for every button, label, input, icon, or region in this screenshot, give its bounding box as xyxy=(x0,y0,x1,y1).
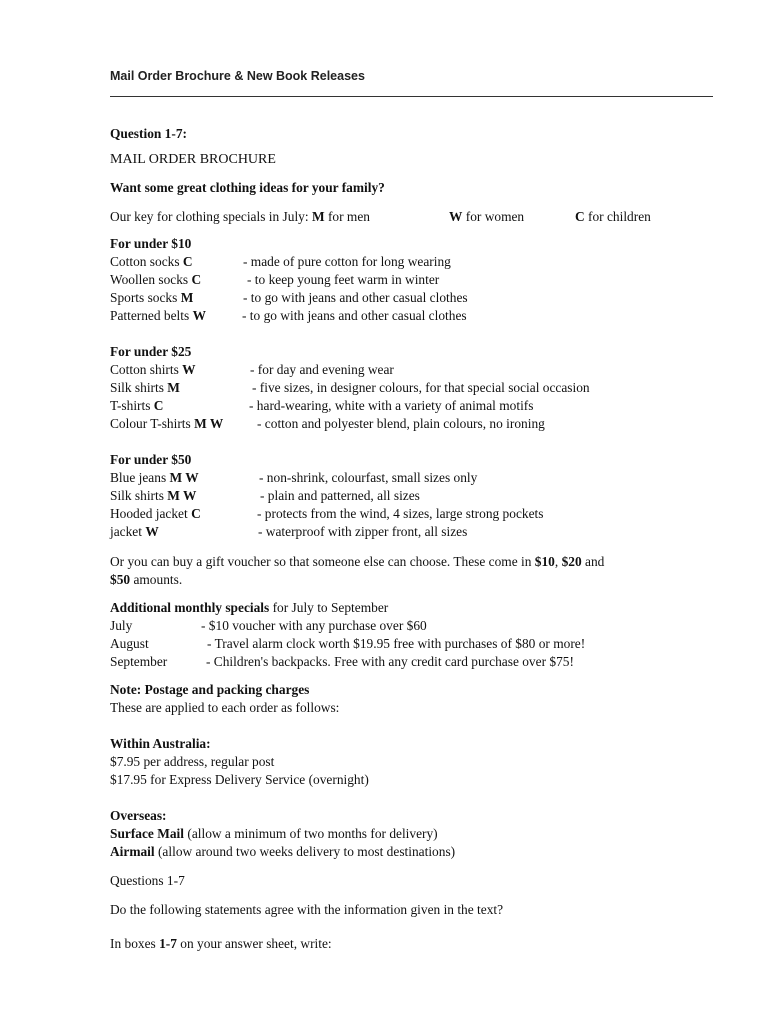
key-men-text: for men xyxy=(324,209,370,224)
list-item xyxy=(110,379,180,397)
item-code: W xyxy=(182,362,196,377)
postage-heading: Note: Postage and packing charges xyxy=(110,682,310,697)
item-name: Cotton shirts xyxy=(110,362,183,377)
question-heading: Question 1-7: xyxy=(110,126,187,141)
under25-heading: For under $25 xyxy=(110,344,192,359)
item-name: T-shirts xyxy=(110,398,154,413)
key-lead: Our key for clothing specials in July: xyxy=(110,209,312,224)
item-code: C xyxy=(191,272,202,287)
document-header: Mail Order Brochure & New Book Releases xyxy=(110,69,365,83)
list-item xyxy=(110,271,201,289)
item-desc: - to go with jeans and other casual clothes xyxy=(243,290,468,305)
item-name: jacket xyxy=(110,524,146,539)
item-desc: - waterproof with zipper front, all sizes xyxy=(258,524,468,539)
key-women-code: W xyxy=(449,209,463,224)
voucher-text: amounts. xyxy=(130,572,183,587)
item-code: C xyxy=(191,506,201,521)
item-desc: - to go with jeans and other casual clothes xyxy=(242,308,467,323)
instruction-text: Do the following statements agree with the information given in the text? xyxy=(110,902,504,917)
key-women-text: for women xyxy=(462,209,525,224)
month-label: August xyxy=(110,636,149,651)
item-name: Hooded jacket xyxy=(110,506,192,521)
list-item xyxy=(110,289,193,307)
item-code: C xyxy=(153,398,164,413)
key-women xyxy=(449,208,524,226)
item-desc: - non-shrink, colourfast, small sizes only xyxy=(259,470,478,485)
key-children xyxy=(575,208,651,226)
list-item xyxy=(110,397,163,415)
list-item xyxy=(110,253,193,271)
item-desc: - cotton and polyester blend, plain colours, no ironing xyxy=(257,416,545,431)
key-children-code: C xyxy=(575,209,585,224)
australia-line-1: $7.95 per address, regular post xyxy=(110,754,275,769)
item-desc: - to keep young feet warm in winter xyxy=(247,272,440,287)
item-code: M W xyxy=(194,416,224,431)
item-name: Blue jeans xyxy=(110,470,170,485)
australia-line-2: $17.95 for Express Delivery Service (overnight) xyxy=(110,772,369,787)
key-line xyxy=(110,208,370,226)
item-desc: - five sizes, in designer colours, for that special social occasion xyxy=(252,380,590,395)
questions-label: Questions 1-7 xyxy=(110,873,185,888)
item-name: Silk shirts xyxy=(110,488,168,503)
item-name: Cotton socks xyxy=(110,254,183,269)
voucher-amount: $50 xyxy=(110,572,131,587)
australia-heading: Within Australia: xyxy=(110,736,211,751)
item-name: Patterned belts xyxy=(110,308,193,323)
month-desc: - Travel alarm clock worth $19.95 free with purchases of $80 or more! xyxy=(207,636,586,651)
month-label: July xyxy=(110,618,133,633)
item-desc: - for day and evening wear xyxy=(250,362,394,377)
voucher-line-1: Or you can buy a gift voucher so that someone else can choose. These come in $10, $20 and xyxy=(110,554,605,569)
overseas-heading: Overseas: xyxy=(110,808,167,823)
item-name: Colour T-shirts xyxy=(110,416,195,431)
item-desc: - protects from the wind, 4 sizes, large strong pockets xyxy=(257,506,544,521)
month-desc: - Children's backpacks. Free with any credit card purchase over $75! xyxy=(206,654,574,669)
voucher-amount: $20 xyxy=(561,554,582,569)
list-item xyxy=(110,361,196,379)
item-name: Sports socks xyxy=(110,290,181,305)
item-code: W xyxy=(192,308,206,323)
key-men-code: M xyxy=(311,209,325,224)
list-item xyxy=(110,307,206,325)
item-desc: - plain and patterned, all sizes xyxy=(260,488,420,503)
item-code: M xyxy=(180,290,194,305)
voucher-text: Or you can buy a gift voucher so that someone else can choose. These come in xyxy=(110,554,535,569)
month-desc: - $10 voucher with any purchase over $60 xyxy=(201,618,427,633)
item-code: C xyxy=(182,254,193,269)
item-desc: - made of pure cotton for long wearing xyxy=(243,254,451,269)
brochure-title: MAIL ORDER BROCHURE xyxy=(110,152,276,167)
intro-question: Want some great clothing ideas for your family? xyxy=(110,180,385,195)
header-rule xyxy=(110,96,713,97)
month-label: September xyxy=(110,654,168,669)
key-children-text: for children xyxy=(584,209,651,224)
item-name: Silk shirts xyxy=(110,380,168,395)
postage-text: These are applied to each order as follows: xyxy=(110,700,340,715)
item-code: M xyxy=(167,380,180,395)
under50-heading: For under $50 xyxy=(110,452,192,467)
monthly-heading: Additional monthly specials for July to September xyxy=(110,600,389,615)
item-code: M W xyxy=(169,470,199,485)
item-name: Woollen socks xyxy=(110,272,192,287)
voucher-amount: $10 xyxy=(534,554,555,569)
item-code: M W xyxy=(167,488,197,503)
list-item xyxy=(110,523,159,541)
airmail-line: Airmail (allow around two weeks delivery to most destinations) xyxy=(110,844,456,859)
list-item xyxy=(110,487,196,505)
voucher-line-2 xyxy=(110,571,182,589)
item-code: W xyxy=(145,524,159,539)
list-item xyxy=(110,415,223,433)
list-item xyxy=(110,505,201,523)
under10-heading: For under $10 xyxy=(110,236,192,251)
list-item xyxy=(110,469,199,487)
surface-mail-line: Surface Mail (allow a minimum of two months for delivery) xyxy=(110,826,438,841)
answer-boxes-line: In boxes 1-7 on your answer sheet, write: xyxy=(110,936,332,951)
item-desc: - hard-wearing, white with a variety of animal motifs xyxy=(249,398,534,413)
